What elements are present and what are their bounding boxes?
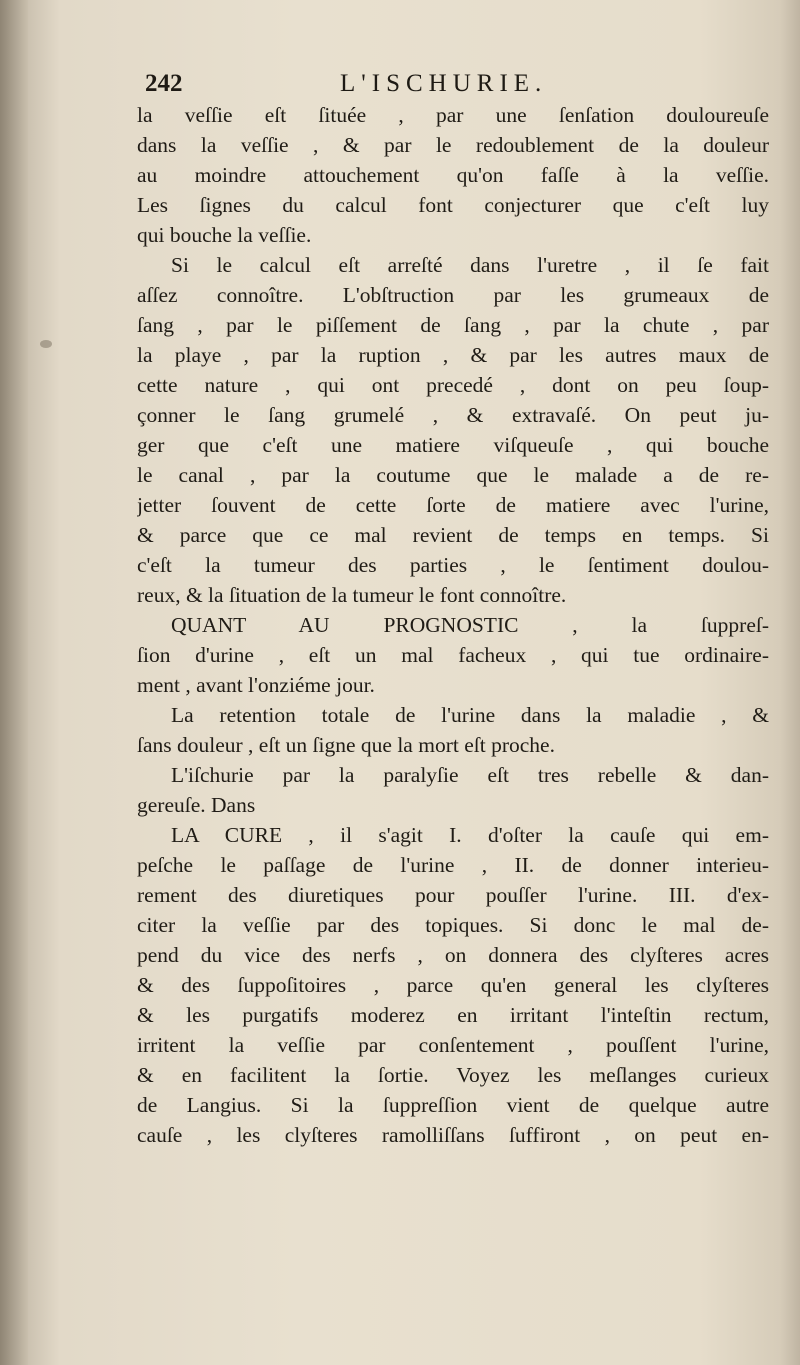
text-line: pend du vice des nerfs , on donnera des clyſteres acres (137, 943, 769, 967)
page-header (145, 70, 765, 102)
text-line: ment , avant l'onziéme jour. (137, 673, 375, 697)
text-line: cauſe , les clyſteres ramolliſſans ſuffiront , on peut en- (137, 1123, 769, 1147)
text-line: le canal , par la coutume que le malade a de re- (137, 463, 769, 487)
text-line: çonner le ſang grumelé , & extravaſé. On peut ju- (137, 403, 769, 427)
running-title: L'ISCHURIE. (340, 70, 548, 97)
text-line: & parce que ce mal revient de temps en temps. Si (137, 523, 769, 547)
text-line: ſans douleur , eſt un ſigne que la mort eſt proche. (137, 733, 555, 757)
text-line: & des ſuppoſitoires , parce qu'en general les clyſteres (137, 973, 769, 997)
text-line: jetter ſouvent de cette ſorte de matiere avec l'urine, (137, 493, 769, 517)
text-line: & en facilitent la ſortie. Voyez les meſlanges curieux (137, 1063, 769, 1087)
text-line: rement des diuretiques pour pouſſer l'urine. III. d'ex- (137, 883, 769, 907)
text-line: la veſſie eſt ſituée , par une ſenſation douloureuſe (137, 103, 769, 127)
text-line: La retention totale de l'urine dans la maladie , & (171, 703, 769, 727)
body-text (137, 100, 769, 1150)
text-line: LA CURE , il s'agit I. d'oſter la cauſe qui em- (171, 823, 769, 847)
text-line: citer la veſſie par des topiques. Si donc le mal de- (137, 913, 769, 937)
text-line: Si le calcul eſt arreſté dans l'uretre , il ſe fait (171, 253, 769, 277)
text-line: & les purgatifs moderez en irritant l'inteſtin rectum, (137, 1003, 769, 1027)
text-line: reux, & la ſituation de la tumeur le font connoître. (137, 583, 567, 607)
text-line: ſang , par le piſſement de ſang , par la chute , par (137, 313, 769, 337)
text-line: qui bouche la veſſie. (137, 223, 312, 247)
text-line: au moindre attouchement qu'on faſſe à la veſſie. (137, 163, 769, 187)
text-line: Les ſignes du calcul font conjecturer que c'eſt luy (137, 193, 769, 217)
text-line: cette nature , qui ont precedé , dont on peu ſoup- (137, 373, 769, 397)
text-line: ſion d'urine , eſt un mal facheux , qui tue ordinaire- (137, 643, 769, 667)
text-line: la playe , par la ruption , & par les autres maux de (137, 343, 769, 367)
ink-smudge (40, 340, 52, 348)
text-line: de Langius. Si la ſuppreſſion vient de quelque autre (137, 1093, 769, 1117)
text-line: c'eſt la tumeur des parties , le ſentiment doulou- (137, 553, 769, 577)
text-line: peſche le paſſage de l'urine , II. de donner interieu- (137, 853, 769, 877)
page-gutter-shadow (0, 0, 28, 1365)
text-line: irritent la veſſie par conſentement , pouſſent l'urine, (137, 1033, 769, 1057)
text-line: aſſez connoître. L'obſtruction par les grumeaux de (137, 283, 769, 307)
text-line: gereuſe. Dans (137, 793, 256, 817)
text-line: L'iſchurie par la paralyſie eſt tres rebelle & dan- (171, 763, 769, 787)
text-line: ger que c'eſt une matiere viſqueuſe , qui bouche (137, 433, 769, 457)
text-line: dans la veſſie , & par le redoublement de la douleur (137, 133, 769, 157)
text-line: QUANT AU PROGNOSTIC , la ſuppreſ- (171, 613, 769, 637)
page-number: 242 (145, 70, 183, 97)
